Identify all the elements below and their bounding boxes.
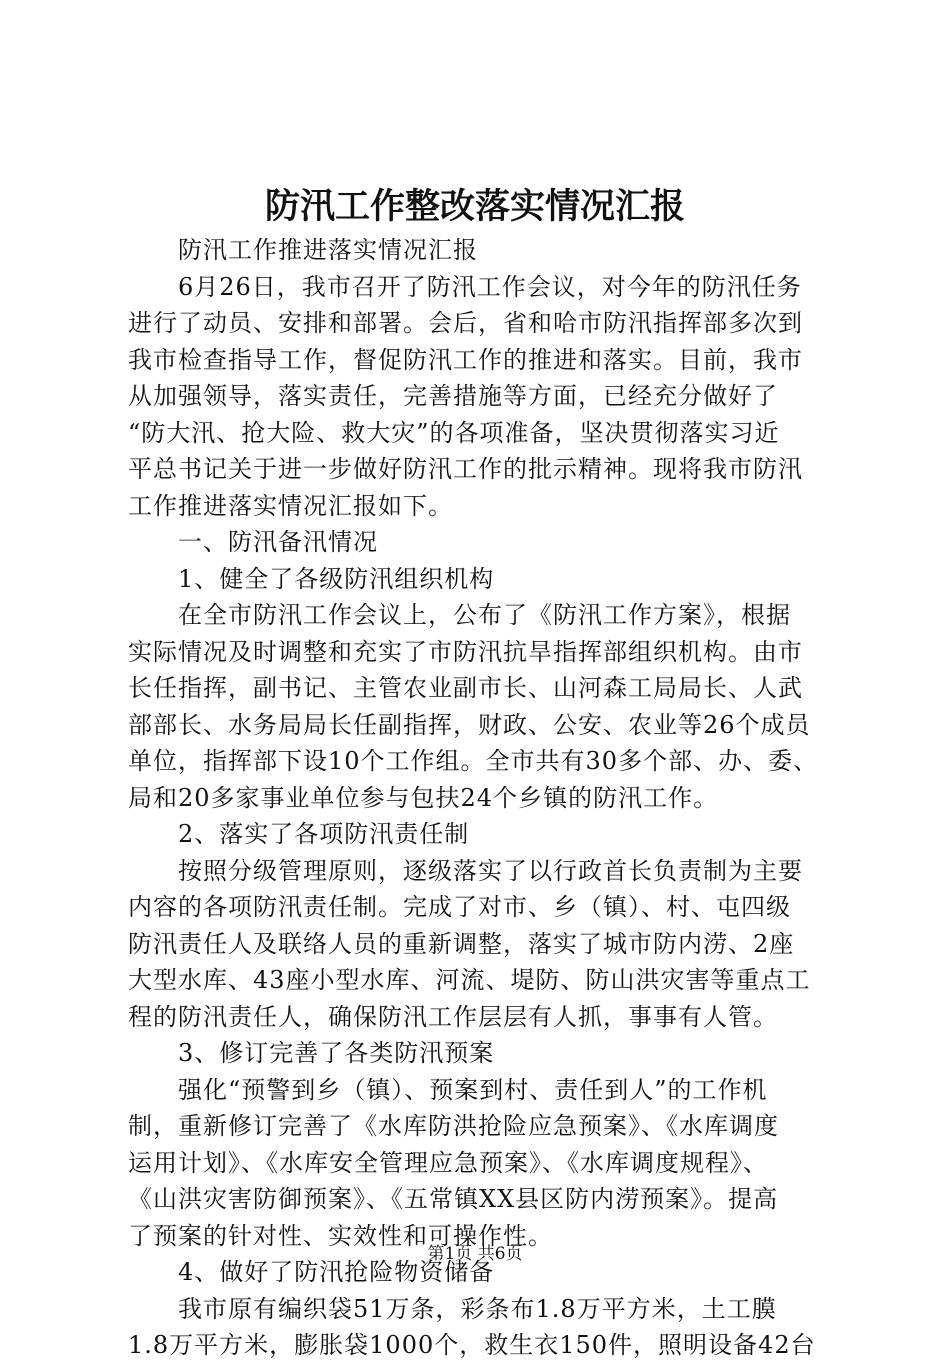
paragraph-line: 部部长、水务局局长任副指挥，财政、公安、农业等26个成员 bbox=[128, 710, 811, 739]
paragraph-line: 实际情况及时调整和充实了市防汛抗旱指挥部组织机构。由市 bbox=[128, 637, 803, 666]
paragraph-line: 我市原有编织袋51万条，彩条布1.8万平方米，土工膜 bbox=[178, 1294, 777, 1323]
subsection-heading: 1、健全了各级防汛组织机构 bbox=[178, 564, 495, 593]
subsection-heading: 2、落实了各项防汛责任制 bbox=[178, 820, 470, 848]
paragraph-line: 按照分级管理原则，逐级落实了以行政首长负责制为主要 bbox=[178, 856, 803, 885]
paragraph-line: 我市检查指导工作，督促防汛工作的推进和落实。目前，我市 bbox=[128, 345, 803, 374]
paragraph-line: 大型水库、43座小型水库、河流、堤防、防山洪灾害等重点工 bbox=[128, 966, 811, 994]
paragraph-line: 防汛工作推进落实情况汇报 bbox=[178, 236, 478, 264]
paragraph-line: 运用计划》、《水库安全管理应急预案》、《水库调度规程》、 bbox=[128, 1148, 768, 1177]
paragraph-line: 从加强领导，落实责任，完善措施等方面，已经充分做好了 bbox=[128, 382, 778, 410]
paragraph-line: 长任指挥，副书记、主管农业副市长、山河森工局局长、人武 bbox=[128, 674, 803, 702]
paragraph-line: 进行了动员、安排和部署。会后，省和哈市防汛指挥部多次到 bbox=[128, 309, 803, 337]
section-heading: 一、防汛备汛情况 bbox=[178, 528, 378, 556]
paragraph-line: 程的防汛责任人，确保防汛工作层层有人抓，事事有人管。 bbox=[128, 1002, 778, 1031]
subsection-heading: 4、做好了防汛抢险物资储备 bbox=[178, 1258, 495, 1286]
paragraph-line: 了预案的针对性、实效性和可操作性。 bbox=[128, 1221, 553, 1250]
page-footer: 第1页 共6页 bbox=[427, 1244, 523, 1264]
paragraph-line: 单位，指挥部下设10个工作组。全市共有30多个部、办、委、 bbox=[128, 747, 819, 775]
paragraph-line: 防汛责任人及联络人员的重新调整，落实了城市防内涝、2座 bbox=[128, 929, 795, 958]
paragraph-line: 平总书记关于进一步做好防汛工作的批示精神。现将我市防汛 bbox=[128, 455, 803, 483]
paragraph-line: 制，重新修订完善了《水库防洪抢险应急预案》、《水库调度 bbox=[128, 1112, 779, 1140]
paragraph-line: 强化“预警到乡（镇）、预案到村、责任到人”的工作机 bbox=[178, 1075, 768, 1104]
paragraph-line: 工作推进落实情况汇报如下。 bbox=[128, 491, 453, 520]
paragraph-line: 在全市防汛工作会议上，公布了《防汛工作方案》，根据 bbox=[178, 601, 791, 629]
paragraph-line: 《山洪灾害防御预案》、《五常镇XX县区防内涝预案》。提高 bbox=[128, 1185, 779, 1213]
subsection-heading: 3、修订完善了各类防汛预案 bbox=[178, 1039, 495, 1067]
paragraph-line: 1.8万平方米，膨胀袋1000个，救生衣150件，照明设备42台 bbox=[128, 1331, 816, 1359]
paragraph-line: 6月26日，我市召开了防汛工作会议，对今年的防汛任务 bbox=[178, 272, 802, 301]
document-body bbox=[128, 232, 848, 1364]
document-title: 防汛工作整改落实情况汇报 bbox=[264, 186, 685, 227]
paragraph-line: “防大汛、抢大险、救大灾”的各项准备，坚决贯彻落实习近 bbox=[128, 418, 780, 447]
paragraph-line: 局和20多家事业单位参与包扶24个乡镇的防汛工作。 bbox=[128, 783, 719, 812]
paragraph-line: 内容的各项防汛责任制。完成了对市、乡（镇）、村、屯四级 bbox=[128, 893, 791, 921]
